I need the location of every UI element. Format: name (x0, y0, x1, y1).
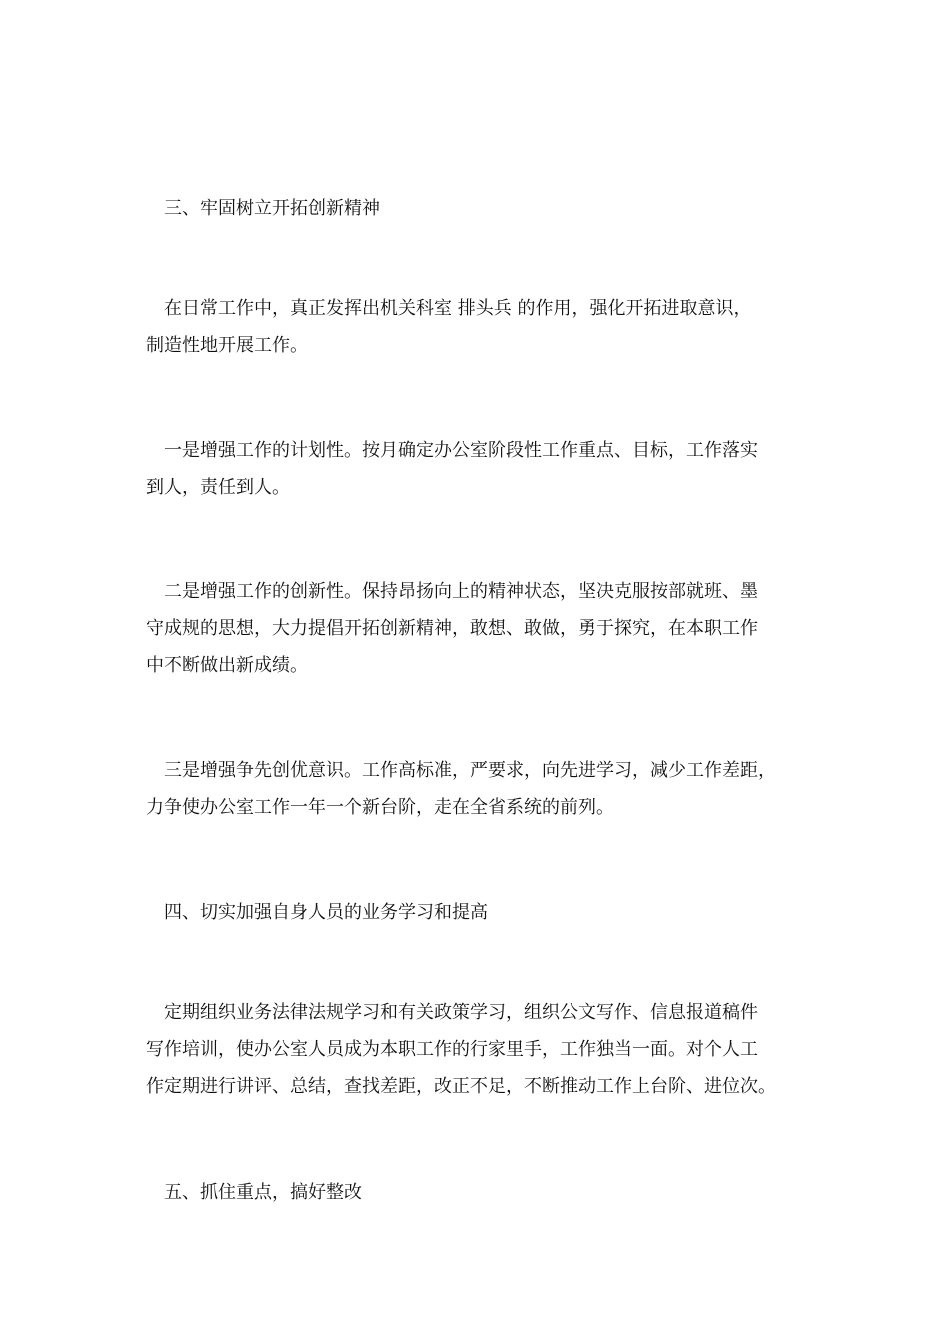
paragraph-line: 定期组织业务法律法规学习和有关政策学习，组织公文写作、信息报道稿件 (164, 1002, 758, 1023)
paragraph-line: 在日常工作中，真正发挥出机关科室 排头兵 的作用，强化开拓进取意识， (164, 298, 752, 319)
paragraph-line: 制造性地开展工作。 (146, 335, 308, 356)
paragraph-line: 到人，责任到人。 (146, 477, 290, 498)
paragraph-line: 写作培训，使办公室人员成为本职工作的行家里手，工作独当一面。对个人工 (146, 1039, 758, 1060)
paragraph-4-body (146, 994, 810, 1105)
paragraph-line: 守成规的思想，大力提倡开拓创新精神，敢想、敢做，勇于探究，在本职工作 (146, 618, 758, 639)
paragraph-3-item-1 (146, 432, 810, 506)
paragraph-line: 三是增强争先创优意识。工作高标准，严要求，向先进学习，减少工作差距， (164, 760, 776, 781)
paragraph-3-item-3 (146, 752, 810, 826)
section-heading-3: 三、牢固树立开拓创新精神 (164, 198, 380, 219)
paragraph-line: 中不断做出新成绩。 (146, 655, 308, 676)
paragraph-line: 一是增强工作的计划性。按月确定办公室阶段性工作重点、目标，工作落实 (164, 440, 758, 461)
paragraph-line: 力争使办公室工作一年一个新台阶，走在全省系统的前列。 (146, 797, 614, 818)
paragraph-line: 作定期进行讲评、总结，查找差距，改正不足，不断推动工作上台阶、进位次。 (146, 1076, 776, 1097)
section-heading-5: 五、抓住重点，搞好整改 (164, 1182, 362, 1203)
paragraph-3-item-2 (146, 573, 810, 684)
paragraph-line: 二是增强工作的创新性。保持昂扬向上的精神状态，坚决克服按部就班、墨 (164, 581, 758, 602)
section-heading-4: 四、切实加强自身人员的业务学习和提高 (164, 902, 488, 923)
paragraph-3-intro (146, 290, 810, 364)
